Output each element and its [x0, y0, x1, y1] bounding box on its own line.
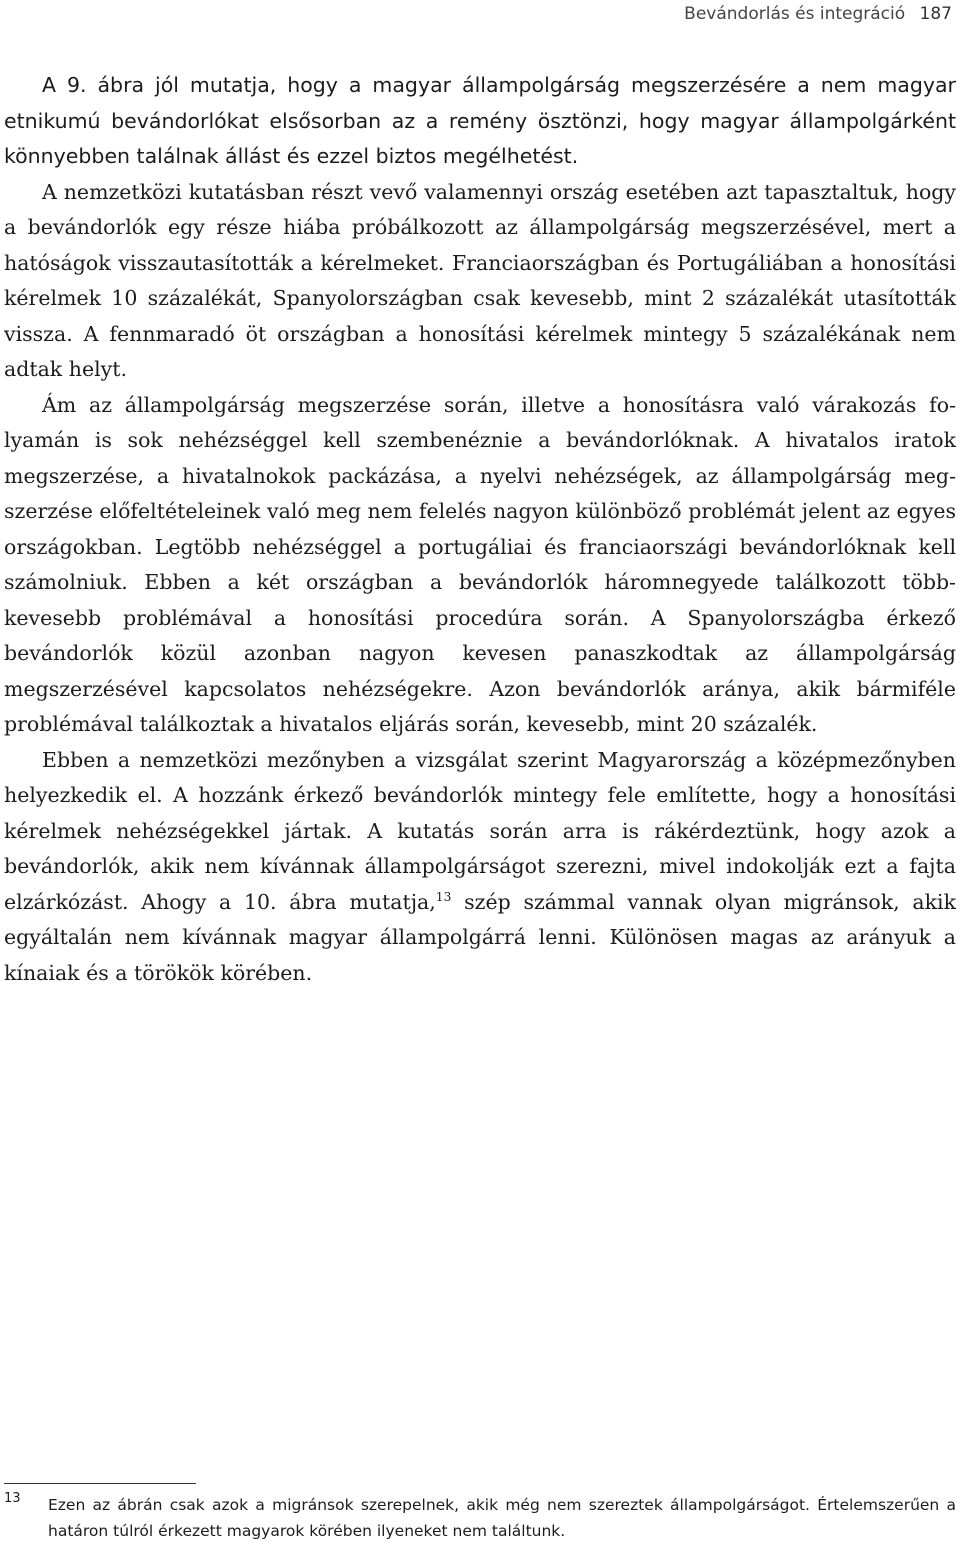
running-header: [684, 4, 952, 24]
footnote-number: 13: [4, 1491, 21, 1506]
paragraph-1-rest: A nemzetközi kutatásban részt vevő valamennyi ország esetében azt tapasztaltuk, hogy a bevándorlók egy része hiába próbálkozott az állampolgárság megszerzésével, mert a hatóságok visszautasították a kérelmeket. Franciaországban és Portugáliában a honosítási kérelmek 10 százalékát, Spanyolországban csak kevesebb, mint 2 százalékát utasították vissza. A fennmaradó öt országban a honosítási kérelmek mintegy 5 százalékának nem adtak helyt.: [4, 179, 956, 381]
running-title: Bevándorlás és integráció: [684, 4, 906, 24]
footnote-separator: [4, 1483, 196, 1484]
body-text: [4, 68, 956, 991]
paragraph-1-intro: A 9. ábra jól mutatja, hogy a magyar állampolgárság megszerzésére a nem magyar etnikumú bevándorlókat elsősorban az a remény ösztönzi, hogy magyar állampolgárként könnyebben találnak állást és ezzel biztos megélhetést.: [4, 73, 956, 168]
footnote-text: Ezen az ábrán csak azok a migránsok szerepelnek, akik még nem szereztek állampolgárságot. Értelemszerűen a határon túlról érkezett magyarok körében ilyeneket nem találtunk.: [48, 1496, 956, 1540]
footnote: [4, 1492, 956, 1544]
paragraph-2: Ám az állampolgárság megszerzése során, illetve a honosításra való várakozás folyamán is sok nehézséggel kell szembenéznie a bevándorlóknak. A hivatalos iratok megszerzése, a hivatalnokok packázása, a nyelvi nehézségek, az állampolgárság megszerzése előfeltételeinek való meg nem felelés nagyon különböző problémát jelent az egyes országokban. Legtöbb nehézséggel a portugáliai és franciaországi bevándorlóknak kell számolniuk. Ebben a két országban a bevándorlók háromnegyede találkozott több-kevesebb problémával a honosítási procedúra során. A Spanyolországba érkező bevándorlók közül azonban nagyon kevesen panaszkodtak az állampolgárság megszerzésével kapcsolatos nehézségekre. Azon bevándorlók aránya, akik bármiféle problémával találkoztak a hivatalos eljárás során, kevesebb, mint 20 százalék.: [4, 392, 956, 736]
paragraph-3: [4, 743, 956, 992]
footnote-reference[interactable]: 13: [435, 889, 452, 904]
paragraph-3-text-b: szép számmal vannak olyan migránsok, akik egyáltalán nem kívánnak magyar állampolgárrá lenni. Különösen magas az arányuk a kínaiak és a törökök körében.: [4, 889, 956, 985]
paragraph-3-text-a: Ebben a nemzetközi mezőnyben a vizsgálat szerint Magyarország a középmezőnyben helyezkedik el. A hozzánk érkező bevándorlók mintegy fele említette, hogy a honosítási kérelmek nehézségekkel jártak. A kutatás során arra is rákérdeztünk, hogy azok a bevándorlók, akik nem kívánnak állampolgárságot szerezni, mivel indokolják ezt a fajta elzárkózást. Ahogy a 10. ábra mutatja,: [4, 747, 956, 914]
page-number: 187: [919, 4, 952, 24]
